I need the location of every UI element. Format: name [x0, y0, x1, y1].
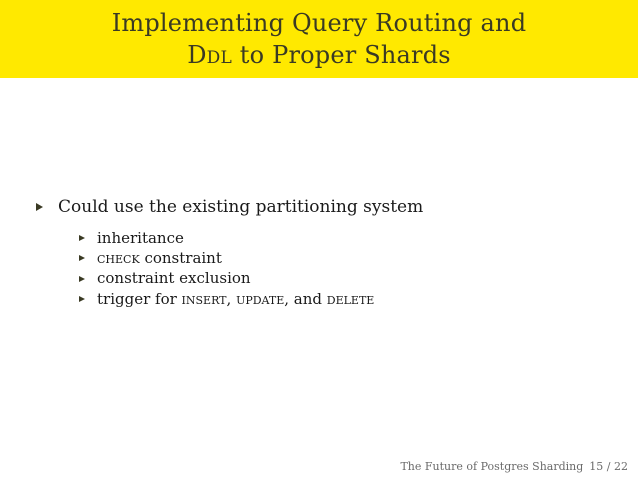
delete-keyword: delete: [326, 289, 375, 308]
check-keyword: check: [97, 248, 140, 267]
update-keyword: update: [236, 289, 285, 308]
slide-title-line1: Implementing Query Routing and: [111, 9, 527, 37]
bullet-triangle-icon: [79, 296, 85, 302]
slide-footer: [400, 460, 628, 473]
sub-bullet-check-constraint: [79, 248, 374, 268]
sub-bullet-list: [79, 228, 374, 309]
bullet-triangle-icon: [36, 203, 43, 211]
bullet-triangle-icon: [79, 235, 85, 241]
check-rest: constraint: [139, 248, 222, 267]
trigger-pre: trigger for: [97, 289, 182, 308]
insert-keyword: insert: [181, 289, 227, 308]
footer-page-number: 15 / 22: [589, 460, 628, 473]
sub-bullet-inheritance: [79, 228, 374, 248]
sub-bullet-text: [97, 290, 374, 309]
sub-bullet-text: constraint exclusion: [97, 269, 251, 288]
trigger-sep2: , and: [284, 289, 327, 308]
main-bullet-text: Could use the existing partitioning system: [58, 197, 424, 217]
title-ddl-text: Ddl: [187, 41, 232, 69]
footer-presentation-title: The Future of Postgres Sharding: [400, 460, 584, 473]
title-line2-rest: to Proper Shards: [231, 41, 451, 69]
main-bullet: [36, 196, 423, 218]
bullet-triangle-icon: [79, 255, 85, 261]
sub-bullet-trigger: [79, 289, 374, 309]
trigger-sep1: ,: [226, 289, 237, 308]
sub-bullet-constraint-exclusion: [79, 269, 374, 289]
sub-bullet-text: [97, 249, 222, 268]
bullet-triangle-icon: [79, 276, 85, 282]
sub-bullet-text: inheritance: [97, 228, 184, 247]
